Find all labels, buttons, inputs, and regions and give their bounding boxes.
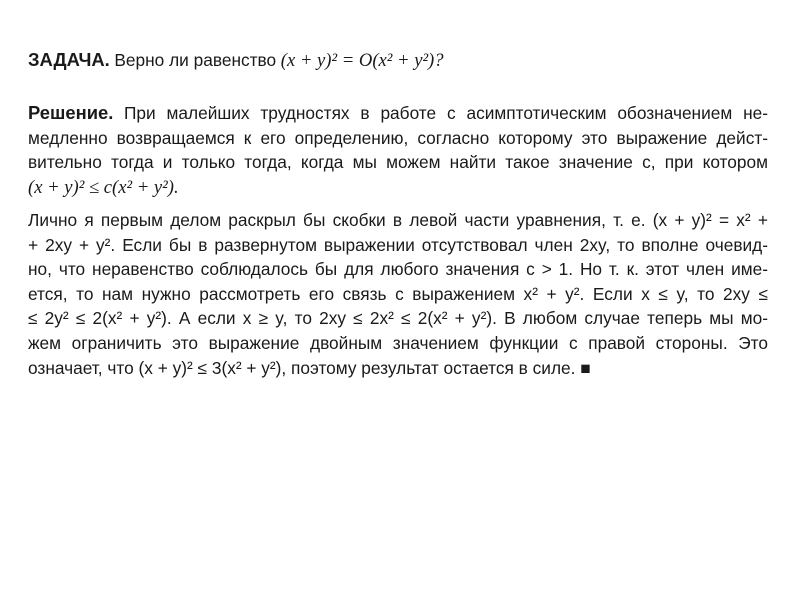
proof-line-1 (28, 208, 768, 233)
proof-line-6-text: жем ограничить это выражение двойным значением функции с правой стороны. Это (28, 332, 768, 353)
proof-line-2-text: + 2xy + y². Если бы в развернутом выражении отсутствовал член 2xy, то вполне очевид- (28, 234, 768, 255)
solution-line-4 (28, 175, 768, 201)
task-formula: (x + y)² = O(x² + y²)? (280, 50, 444, 71)
proof-line-3 (28, 257, 768, 282)
task-question-text: Верно ли равенство (114, 50, 277, 70)
solution-paragraph (28, 101, 768, 200)
solution-line-2-text: медленно возвращаемся к его определению, согласно которому это выражение дейст- (28, 127, 768, 148)
proof-line-6 (28, 331, 768, 356)
solution-line-2 (28, 126, 768, 151)
proof-line-2 (28, 233, 768, 258)
solution-line-3-text: вительно тогда и только тогда, когда мы можем найти такое значение c, при котором (28, 152, 768, 173)
task-label: ЗАДАЧА. (28, 49, 110, 70)
proof-line-7-text: означает, что (x + y)² ≤ 3(x² + y²), поэтому результат остается в силе. ■ (28, 357, 591, 378)
task-line (28, 48, 768, 74)
proof-line-3-text: но, что неравенство соблюдалось бы для любого значения c > 1. Но т. к. этот член име- (28, 259, 768, 280)
solution-label: Решение. (28, 102, 114, 123)
proof-paragraph (28, 208, 768, 380)
proof-line-4-text: ется, то нам нужно рассмотреть его связь с выражением x² + y². Если x ≤ y, то 2xy ≤ (28, 283, 768, 304)
proof-line-7 (28, 356, 768, 381)
proof-line-1-text: Лично я первым делом раскрыл бы скобки в левой части уравнения, т. е. (x + y)² = x² + (28, 210, 768, 230)
solution-line-1 (28, 101, 768, 126)
solution-line-3 (28, 150, 768, 175)
proof-line-5-text: ≤ 2y² ≤ 2(x² + y²). А если x ≥ y, то 2xy ≤ 2x² ≤ 2(x² + y²). В любом случае теперь мы мо- (28, 308, 768, 329)
task-statement (28, 48, 768, 74)
solution-inequality: (x + y)² ≤ c(x² + y²). (28, 176, 179, 198)
proof-line-4 (28, 282, 768, 307)
solution-line-1-text: При малейших трудностях в работе с асимптотическим обозначением не- (124, 103, 768, 123)
proof-line-5 (28, 306, 768, 331)
